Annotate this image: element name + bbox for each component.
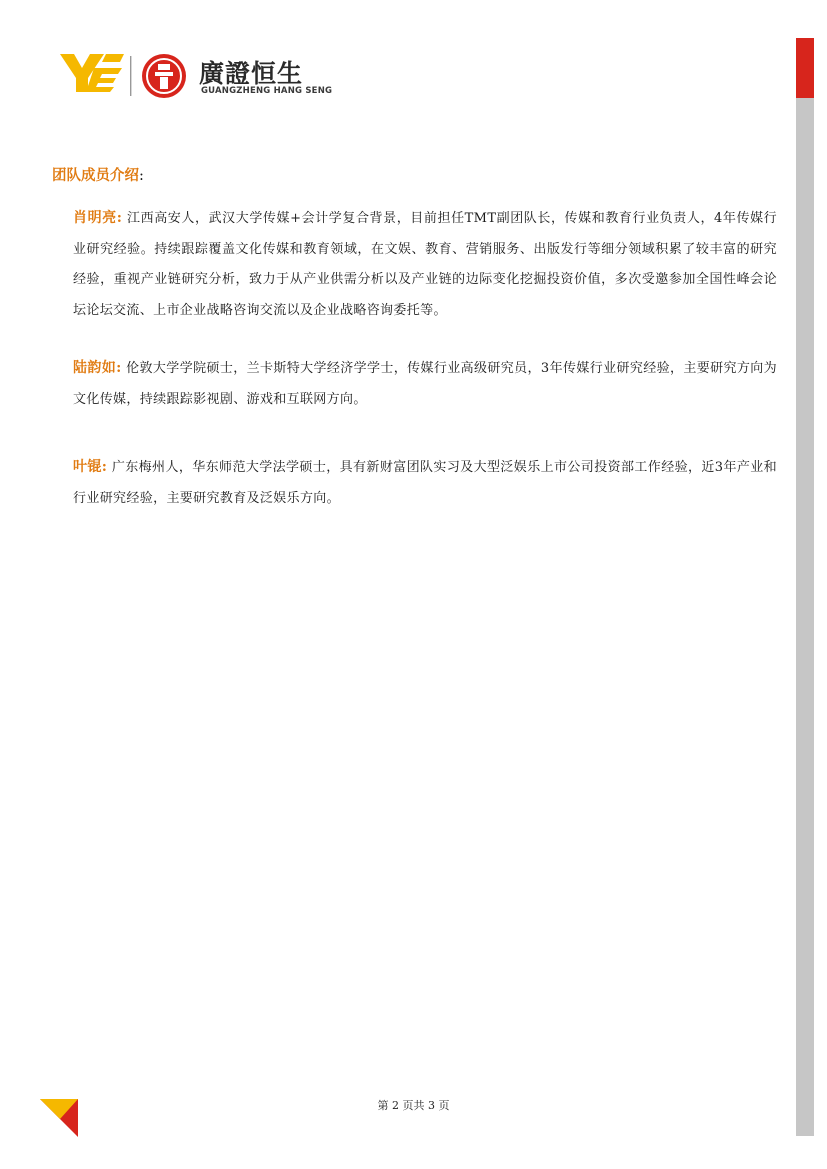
section-title xyxy=(52,164,144,185)
member-name: 肖明亮: xyxy=(73,210,123,226)
member-bio-1 xyxy=(73,203,777,326)
member-bio-2 xyxy=(73,353,777,415)
brand-name-cn: 廣證恒生 xyxy=(199,59,304,88)
brand-name-en: GUANGZHENG HANG SENG xyxy=(201,86,333,96)
right-side-red-block xyxy=(796,38,814,98)
page-number: 第 2 页共 3 页 xyxy=(377,1099,450,1112)
member-name: 陆韵如: xyxy=(73,360,122,376)
member-name: 叶锟: xyxy=(73,459,108,475)
right-side-bar xyxy=(796,38,814,1136)
section-title-colon: : xyxy=(139,168,144,184)
member-bio-3 xyxy=(73,452,777,514)
section-title-text: 团队成员介绍 xyxy=(52,167,139,184)
member-bio-text: 伦敦大学学院硕士，兰卡斯特大学经济学学士，传媒行业高级研究员，3年传媒行业研究经验，主要研究方向为文化传媒，持续跟踪影视剧、游戏和互联网方向。 xyxy=(73,361,777,407)
member-bio-text: 江西高安人，武汉大学传媒+会计学复合背景，目前担任TMT副团队长，传媒和教育行业负责人，4年传媒行业研究经验。持续跟踪覆盖文化传媒和教育领域，在文娱、教育、营销服务、出版发行等细分领域积累了较丰富的研究经验，重视产业链研究分析，致力于从产业供需分析以及产业链的边际变化挖掘投资价值，多次受邀参加全国性峰会论坛论坛交流、上市企业战略咨询交流以及企业战略咨询委托等。 xyxy=(73,211,778,318)
member-bio-text: 广东梅州人，华东师范大学法学硕士，具有新财富团队实习及大型泛娱乐上市公司投资部工作经验，近3年产业和行业研究经验，主要研究教育及泛娱乐方向。 xyxy=(73,460,778,506)
